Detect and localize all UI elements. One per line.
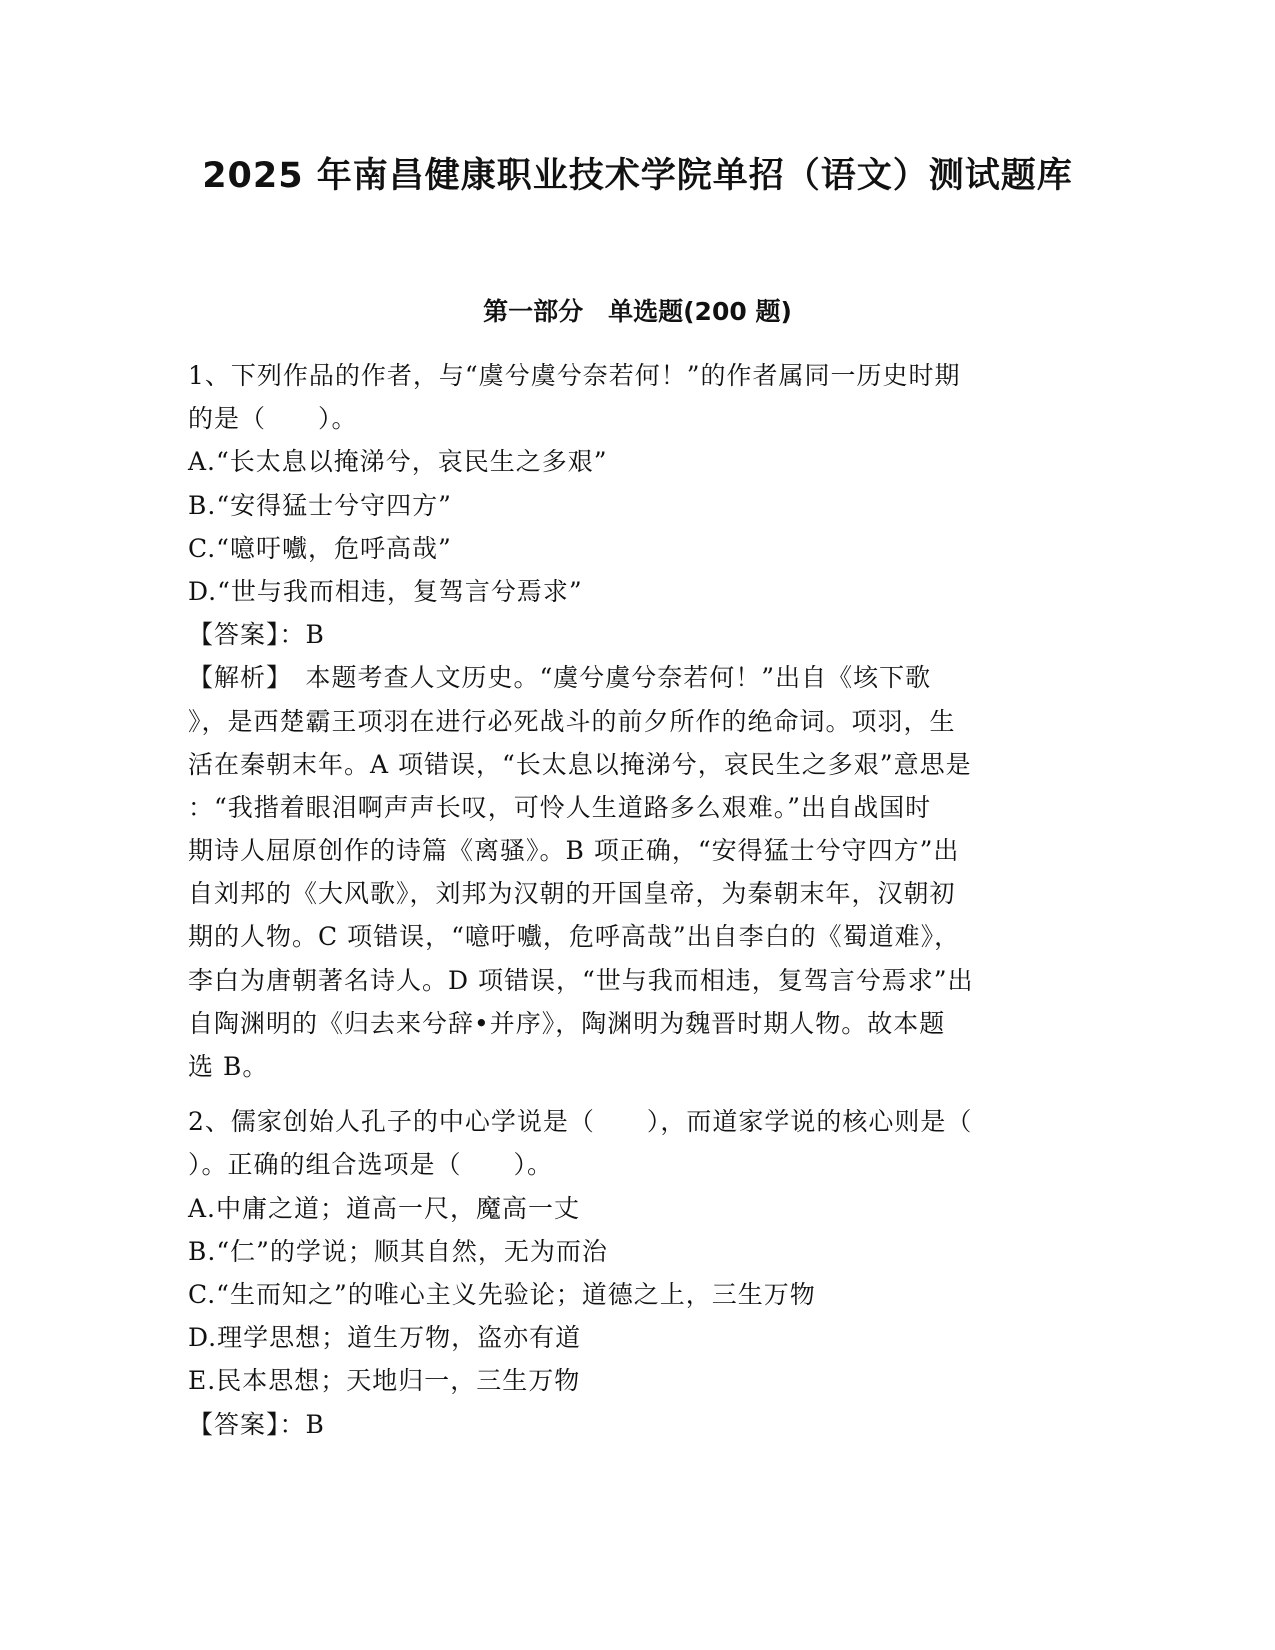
option-b: B.“仁”的学说；顺其自然，无为而治	[188, 1236, 608, 1266]
analysis-line: 李白为唐朝著名诗人。D 项错误，“世与我而相违，复驾言兮焉求”出	[188, 965, 974, 995]
analysis-line: 自刘邦的《大风歌》，刘邦为汉朝的开国皇帝，为秦朝末年，汉朝初	[188, 879, 956, 909]
section-heading: 第一部分 单选题(200 题)	[483, 297, 792, 326]
question-list	[188, 354, 1088, 1446]
analysis-line: 自陶渊明的《归去来兮辞•并序》，陶渊明为魏晋时期人物。故本题	[188, 1008, 946, 1038]
option-a: A.中庸之道；道高一尺，魔高一丈	[188, 1193, 581, 1223]
option-e: E.民本思想；天地归一，三生万物	[188, 1366, 581, 1396]
question-2	[188, 1100, 1088, 1446]
answer-label: 【答案】：B	[188, 1409, 325, 1439]
question-stem-line: 2、儒家创始人孔子的中心学说是（ ），而道家学说的核心则是（	[188, 1107, 973, 1137]
analysis-line: 活在秦朝末年。A 项错误，“长太息以掩涕兮，哀民生之多艰”意思是	[188, 749, 972, 779]
question-stem-line: 的是（ ）。	[188, 404, 358, 434]
analysis-line: 选 B。	[188, 1052, 269, 1081]
option-b: B.“安得猛士兮守四方”	[188, 490, 452, 520]
question-stem-line: ）。正确的组合选项是（ ）。	[188, 1150, 554, 1180]
option-d: D.“世与我而相违，复驾言兮焉求”	[188, 576, 583, 606]
answer-label: 【答案】：B	[188, 620, 325, 650]
question-stem-line: 1、下列作品的作者，与“虞兮虞兮奈若何！”的作者属同一历史时期	[188, 361, 961, 390]
option-c: C.“噫吁嚱，危呼高哉”	[188, 533, 452, 563]
analysis-line: ：“我揩着眼泪啊声声长叹，可怜人生道路多么艰难。”出自战国时	[188, 792, 932, 822]
analysis-line: 【解析】 本题考查人文历史。“虞兮虞兮奈若何！”出自《垓下歌	[188, 663, 932, 693]
document-title: 2025 年南昌健康职业技术学院单招（语文）测试题库	[202, 156, 1073, 196]
analysis-line: 期的人物。C 项错误，“噫吁嚱，危呼高哉”出自李白的《蜀道难》，	[188, 922, 961, 952]
analysis-line: 期诗人屈原创作的诗篇《离骚》。B 项正确，“安得猛士兮守四方”出	[188, 836, 960, 866]
analysis-line: 》，是西楚霸王项羽在进行必死战斗的前夕所作的绝命词。项羽，生	[188, 706, 956, 736]
option-d: D.理学思想；道生万物，盗亦有道	[188, 1323, 582, 1353]
option-c: C.“生而知之”的唯心主义先验论；道德之上，三生万物	[188, 1279, 816, 1309]
question-spacer	[188, 1088, 1088, 1100]
option-a: A.“长太息以掩涕兮，哀民生之多艰”	[188, 447, 608, 477]
question-1	[188, 354, 1088, 1088]
